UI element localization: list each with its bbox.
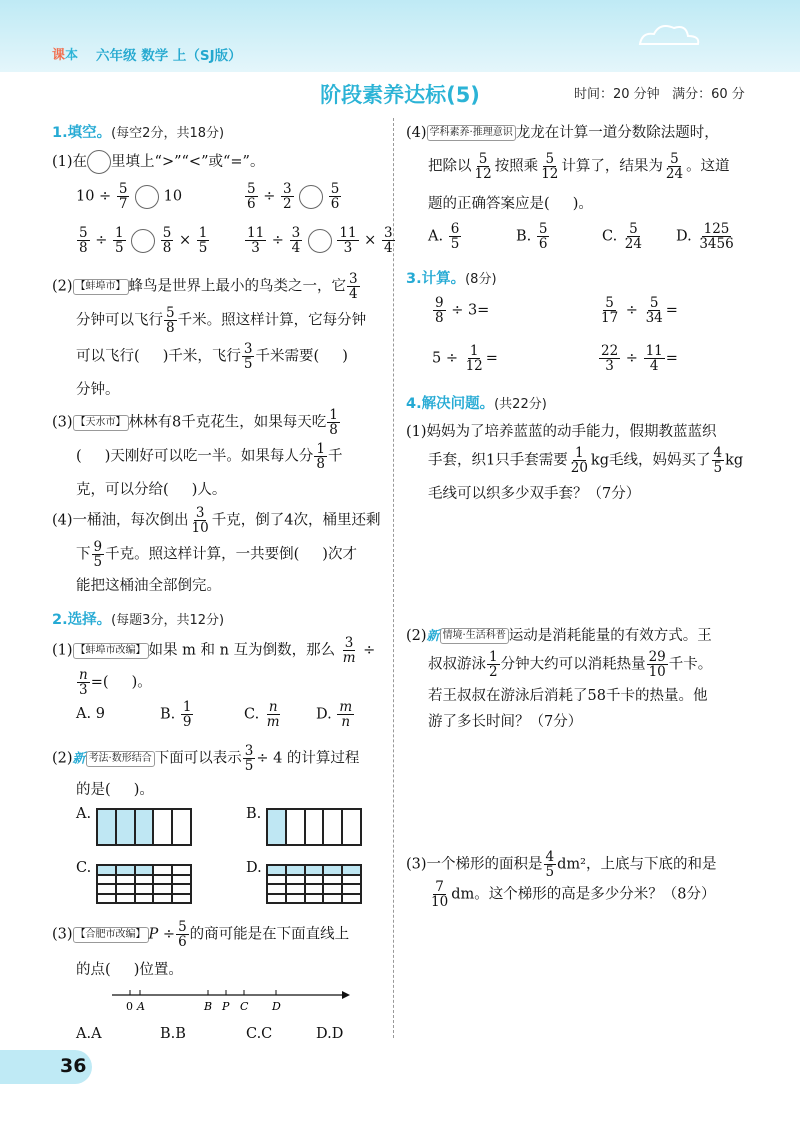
c2-line2: 的是( )。 — [76, 782, 154, 798]
column-divider — [393, 118, 394, 1038]
c3-line1: (3) 【合肥市改编】 P ÷ $\frac{5}{6}$ 的商可能是在下面直线上 — [52, 919, 350, 951]
section-problems: 4.解决问题。(共22分) — [406, 396, 547, 412]
cloud-decoration-icon — [630, 14, 710, 54]
section-choice: 2.选择。(每题3分，共12分) — [52, 612, 225, 628]
p1-line3: 毛线可以织多少双手套？（7分） — [428, 486, 641, 502]
r4-option-c[interactable]: C. $\frac{5}{24}$ — [602, 221, 642, 253]
brand-char-b: 本 — [65, 48, 79, 63]
q1-compare-b: $\frac{5}{6}$ ÷ $\frac{3}{2}$ $\frac{5}{6}$ — [247, 181, 340, 213]
topic-tag: 考法·数形结合 — [86, 751, 155, 767]
q3-line2: ( )天刚好可以吃一半。如果每人分 $\frac{1}{8}$ 千 — [76, 441, 343, 473]
page-title: 阶段素养达标(5) — [320, 83, 480, 107]
q2-line3: 可以飞行( )千米，飞行 $\frac{3}{5}$ 千米需要( ) — [76, 341, 348, 373]
diagram-a — [96, 808, 192, 846]
q4-line1: (4)一桶油，每次倒出 $\frac{3}{10}$ 千克，倒了4次，桶里还剩 — [52, 505, 381, 537]
c1-option-a[interactable]: A. 9 — [76, 706, 105, 722]
c3-option-c[interactable]: C.C — [246, 1026, 273, 1042]
axis-label-p: P — [222, 1000, 230, 1013]
c2-option-c[interactable]: C. — [76, 860, 92, 876]
axis-label-d: D — [272, 1000, 281, 1013]
r4-line1: (4) 学科素养·推理意识 龙龙在计算一道分数除法题时， — [406, 125, 719, 141]
answer-area-p2[interactable] — [428, 736, 768, 836]
section-calculation: 3.计算。(8分) — [406, 271, 497, 287]
p2-line1: (2)新 情境·生活科普 运动是消耗能量的有效方式。王 — [406, 628, 712, 644]
p1-line1: (1)妈妈为了培养蓝蓝的动手能力，假期教蓝蓝织 — [406, 424, 717, 440]
c1-line2: $\frac{n}{3}$ =( )。 — [79, 667, 152, 699]
new-badge: 新 — [72, 751, 86, 767]
number-line — [110, 984, 350, 1014]
q1-compare-d: $\frac{11}{3}$ ÷ $\frac{3}{4}$ $\frac{11}{3}$ × $\frac{3}{4}$ — [247, 225, 393, 257]
c1-option-d[interactable]: D. $\frac{m}{n}$ — [316, 699, 353, 731]
q1-compare-c: $\frac{5}{8}$ ÷ $\frac{1}{5}$ $\frac{5}{8}$ × $\frac{1}{5}$ — [79, 225, 208, 257]
context-tag: 情境·生活科普 — [440, 628, 509, 644]
q4-line3: 能把这桶油全部倒完。 — [76, 578, 221, 594]
p1-line2: 手套，织1只手套需要 $\frac{1}{20}$ kg毛线，妈妈买了 $\frac{4}{5}$ kg — [428, 445, 744, 477]
r4-option-b[interactable]: B. $\frac{5}{6}$ — [516, 221, 548, 253]
c1-line1: (1) 【蚌埠市改编】 如果 m 和 n 互为倒数，那么 $\frac{3}{m}$ ÷ — [52, 635, 376, 667]
answer-circle[interactable] — [308, 229, 332, 253]
exam-meta — [574, 83, 745, 102]
brand-logo — [52, 44, 78, 63]
diagram-d — [266, 864, 362, 904]
r4-option-a[interactable]: A. $\frac{6}{5}$ — [428, 221, 460, 253]
r4-line2: 把除以 $\frac{5}{12}$ 按照乘 $\frac{5}{12}$ 计算了，结果为 $\frac{5}{24}$ 。这道 — [428, 151, 730, 183]
brand-char-a: 课 — [52, 48, 66, 63]
answer-circle[interactable] — [299, 185, 323, 209]
new-badge: 新 — [426, 629, 440, 644]
c3-line2: 的点( )位置。 — [76, 962, 183, 978]
answer-area-p3[interactable] — [428, 920, 768, 1030]
subject-label: 六年级 数学 上（SJ版） — [96, 48, 242, 64]
c2-option-b[interactable]: B. — [246, 806, 262, 822]
q2-line1: (2) 【蚌埠市】 蜂鸟是世界上最小的鸟类之一，它 $\frac{3}{4}$ — [52, 271, 358, 303]
c1-option-c[interactable]: C. $\frac{n}{m}$ — [244, 699, 280, 731]
r4-line3: 题的正确答案应是( )。 — [428, 196, 593, 212]
c1-option-b[interactable]: B. $\frac{1}{9}$ — [160, 699, 192, 731]
compare-circle-icon — [87, 150, 111, 174]
q4-line2: 下 $\frac{9}{5}$ 千克。照这样计算，一共要倒( )次才 — [76, 539, 357, 571]
axis-label-c: C — [240, 1000, 249, 1013]
calc-4: $\frac{22}{3}$ ÷ $\frac{11}{4}$ = — [601, 343, 678, 375]
source-tag: 【天水市】 — [73, 415, 129, 431]
c3-option-d[interactable]: D.D — [316, 1026, 344, 1042]
source-tag: 【合肥市改编】 — [73, 927, 149, 943]
page-header — [0, 0, 800, 72]
calc-1: $\frac{9}{8}$ ÷ 3= — [435, 295, 490, 327]
full-score: 满分：60 分 — [672, 87, 745, 102]
axis-label-a: A — [137, 1000, 145, 1013]
time-limit: 时间：20 分钟 — [574, 87, 660, 102]
q2-line2: 分钟可以飞行 $\frac{5}{8}$ 千米。照这样计算，它每分钟 — [76, 305, 367, 337]
c3-option-b[interactable]: B.B — [160, 1026, 186, 1042]
q1-compare-a: 10 ÷ $\frac{5}{7}$ 10 — [76, 181, 183, 213]
p2-line4: 游了多长时间？（7分） — [428, 714, 583, 730]
c2-line1: (2)新 考法·数形结合 下面可以表示 $\frac{3}{5}$ ÷ 4 的计算过程 — [52, 743, 360, 775]
q3-line1: (3) 【天水市】 林林有8千克花生，如果每天吃 $\frac{1}{8}$ — [52, 407, 338, 439]
page-number-tab — [0, 1050, 92, 1084]
r4-option-d[interactable]: D. $\frac{125}{3456}$ — [676, 221, 734, 253]
answer-circle[interactable] — [131, 229, 155, 253]
p2-line2: 叔叔游泳 $\frac{1}{2}$ 分钟大约可以消耗热量 $\frac{29}{10}$ 千卡。 — [428, 649, 713, 681]
diagram-b — [266, 808, 362, 846]
section-fill-blank: 1.填空。(每空2分，共18分) — [52, 125, 225, 141]
c3-option-a[interactable]: A.A — [76, 1026, 102, 1042]
c2-option-a[interactable]: A. — [76, 806, 92, 822]
p2-line3: 若王叔叔在游泳后消耗了58千卡的热量。他 — [428, 688, 708, 704]
calc-3: 5 ÷ $\frac{1}{12}$ = — [432, 343, 498, 375]
literacy-tag: 学科素养·推理意识 — [427, 125, 516, 141]
c2-option-d[interactable]: D. — [246, 860, 262, 876]
source-tag: 【蚌埠市改编】 — [73, 643, 149, 659]
calc-2: $\frac{5}{17}$ ÷ $\frac{5}{34}$ = — [601, 295, 678, 327]
diagram-c — [96, 864, 192, 904]
answer-area-p1[interactable] — [428, 506, 768, 606]
p3-line2: $\frac{7}{10}$ dm。这个梯形的高是多少分米？（8分） — [431, 879, 716, 911]
q1-stem: (1)在 里填上“>”“<”或“=”。 — [52, 150, 264, 174]
page-number: 36 — [60, 1055, 87, 1077]
answer-circle[interactable] — [135, 185, 159, 209]
axis-label-b: B — [204, 1000, 213, 1013]
axis-label-0: 0 — [126, 1000, 133, 1013]
source-tag: 【蚌埠市】 — [73, 279, 129, 295]
p3-line1: (3)一个梯形的面积是 $\frac{4}{5}$ dm²，上底与下底的和是 — [406, 849, 717, 881]
q3-line3: 克，可以分给( )人。 — [76, 482, 227, 498]
q2-line4: 分钟。 — [76, 382, 120, 398]
